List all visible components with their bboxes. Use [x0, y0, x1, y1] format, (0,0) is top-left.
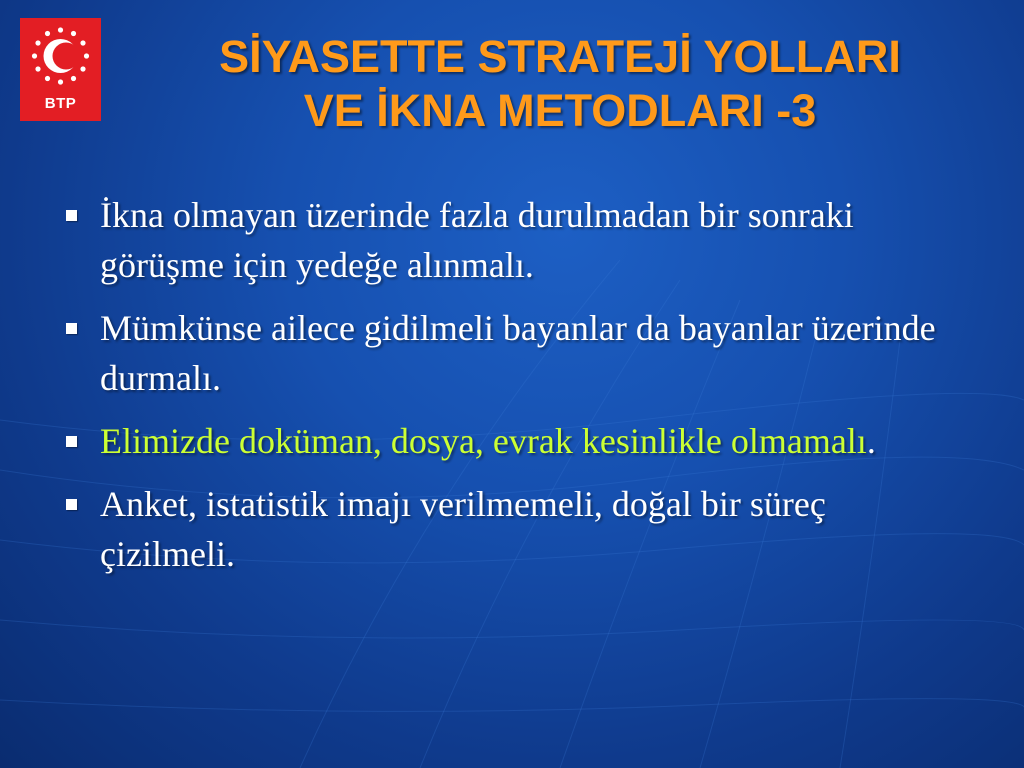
bullet-text: Elimizde doküman, dosya, evrak kesinlikle olmamalı: [100, 421, 867, 461]
bullet-text: Anket, istatistik imajı verilmemeli, doğal bir süreç çizilmeli.: [100, 484, 826, 574]
title-line-2: VE İKNA METODLARI -3: [303, 85, 817, 136]
square-bullet-icon: [66, 499, 77, 510]
crescent-and-stars-icon: [20, 18, 101, 98]
bullet-item: [60, 190, 960, 290]
title-line-1: SİYASETTE STRATEJİ YOLLARI: [219, 31, 901, 82]
square-bullet-icon: [66, 210, 77, 221]
bullet-text: İkna olmayan üzerinde fazla durulmadan bir sonraki görüşme için yedeğe alınmalı.: [100, 195, 854, 285]
bullet-item-highlighted: [60, 416, 960, 466]
square-bullet-icon: [66, 323, 77, 334]
bullet-text: Mümkünse ailece gidilmeli bayanlar da bayanlar üzerinde durmalı.: [100, 308, 936, 398]
slide-title: [110, 30, 1010, 138]
logo-text: BTP: [44, 95, 77, 112]
bullet-item: [60, 479, 960, 579]
square-bullet-icon: [66, 436, 77, 447]
party-logo: [20, 18, 101, 121]
bullet-suffix: .: [866, 421, 876, 461]
bullet-item: [60, 303, 960, 403]
bullet-list: [60, 190, 960, 592]
